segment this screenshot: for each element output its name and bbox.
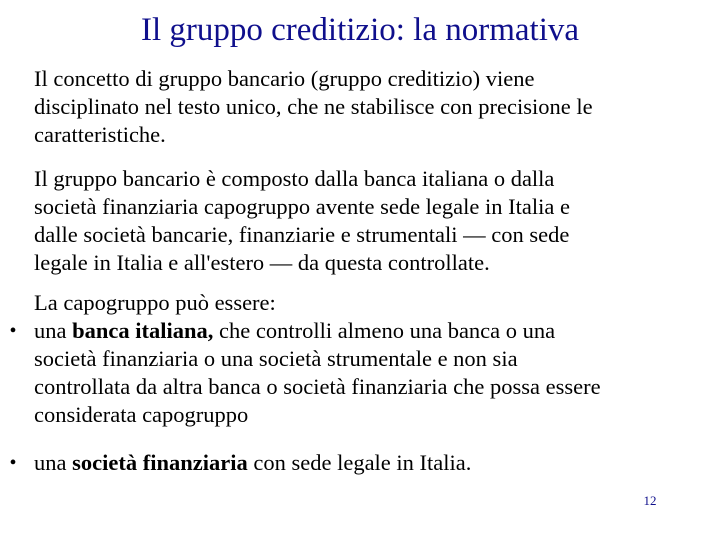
text-line: dalle società bancarie, finanziarie e strumentali — con sede	[34, 222, 570, 247]
text-line	[34, 449, 718, 477]
text-line: Il gruppo bancario è composto dalla banca italiana o dalla	[34, 166, 555, 191]
text-line: società finanziaria o una società strumentale e non sia	[34, 346, 518, 371]
bold-term: banca italiana,	[72, 318, 214, 343]
bullet-icon: •	[9, 452, 17, 474]
text-line: caratteristiche.	[34, 122, 166, 147]
text-run: che controlli almeno una banca o una	[213, 318, 556, 343]
bullet-text	[34, 317, 718, 429]
text-run: con sede legale in Italia.	[247, 450, 472, 475]
paragraph-gruppo-concetto	[34, 65, 718, 149]
bullet-icon: •	[9, 320, 17, 342]
text-run: una	[34, 318, 73, 343]
slide-title: Il gruppo creditizio: la normativa	[140, 12, 580, 48]
text-line: controllata da altra banca o società finanziaria che possa essere	[34, 374, 601, 399]
page-number: 12	[643, 493, 657, 508]
bullet-text	[34, 449, 718, 477]
paragraph-capogruppo-intro: La capogruppo può essere:	[34, 290, 276, 315]
text-line: considerata capogruppo	[34, 402, 249, 427]
text-line: Il concetto di gruppo bancario (gruppo creditizio) viene	[34, 66, 535, 91]
bold-term: società finanziaria	[72, 450, 248, 475]
text-line: legale in Italia e all'estero — da questa controllate.	[34, 250, 490, 275]
text-line	[34, 317, 718, 345]
text-line: società finanziaria capogruppo avente sede legale in Italia e	[34, 194, 570, 219]
text-run: una	[34, 450, 73, 475]
text-line: disciplinato nel testo unico, che ne stabilisce con precisione le	[34, 94, 593, 119]
paragraph-gruppo-composizione	[34, 165, 718, 277]
